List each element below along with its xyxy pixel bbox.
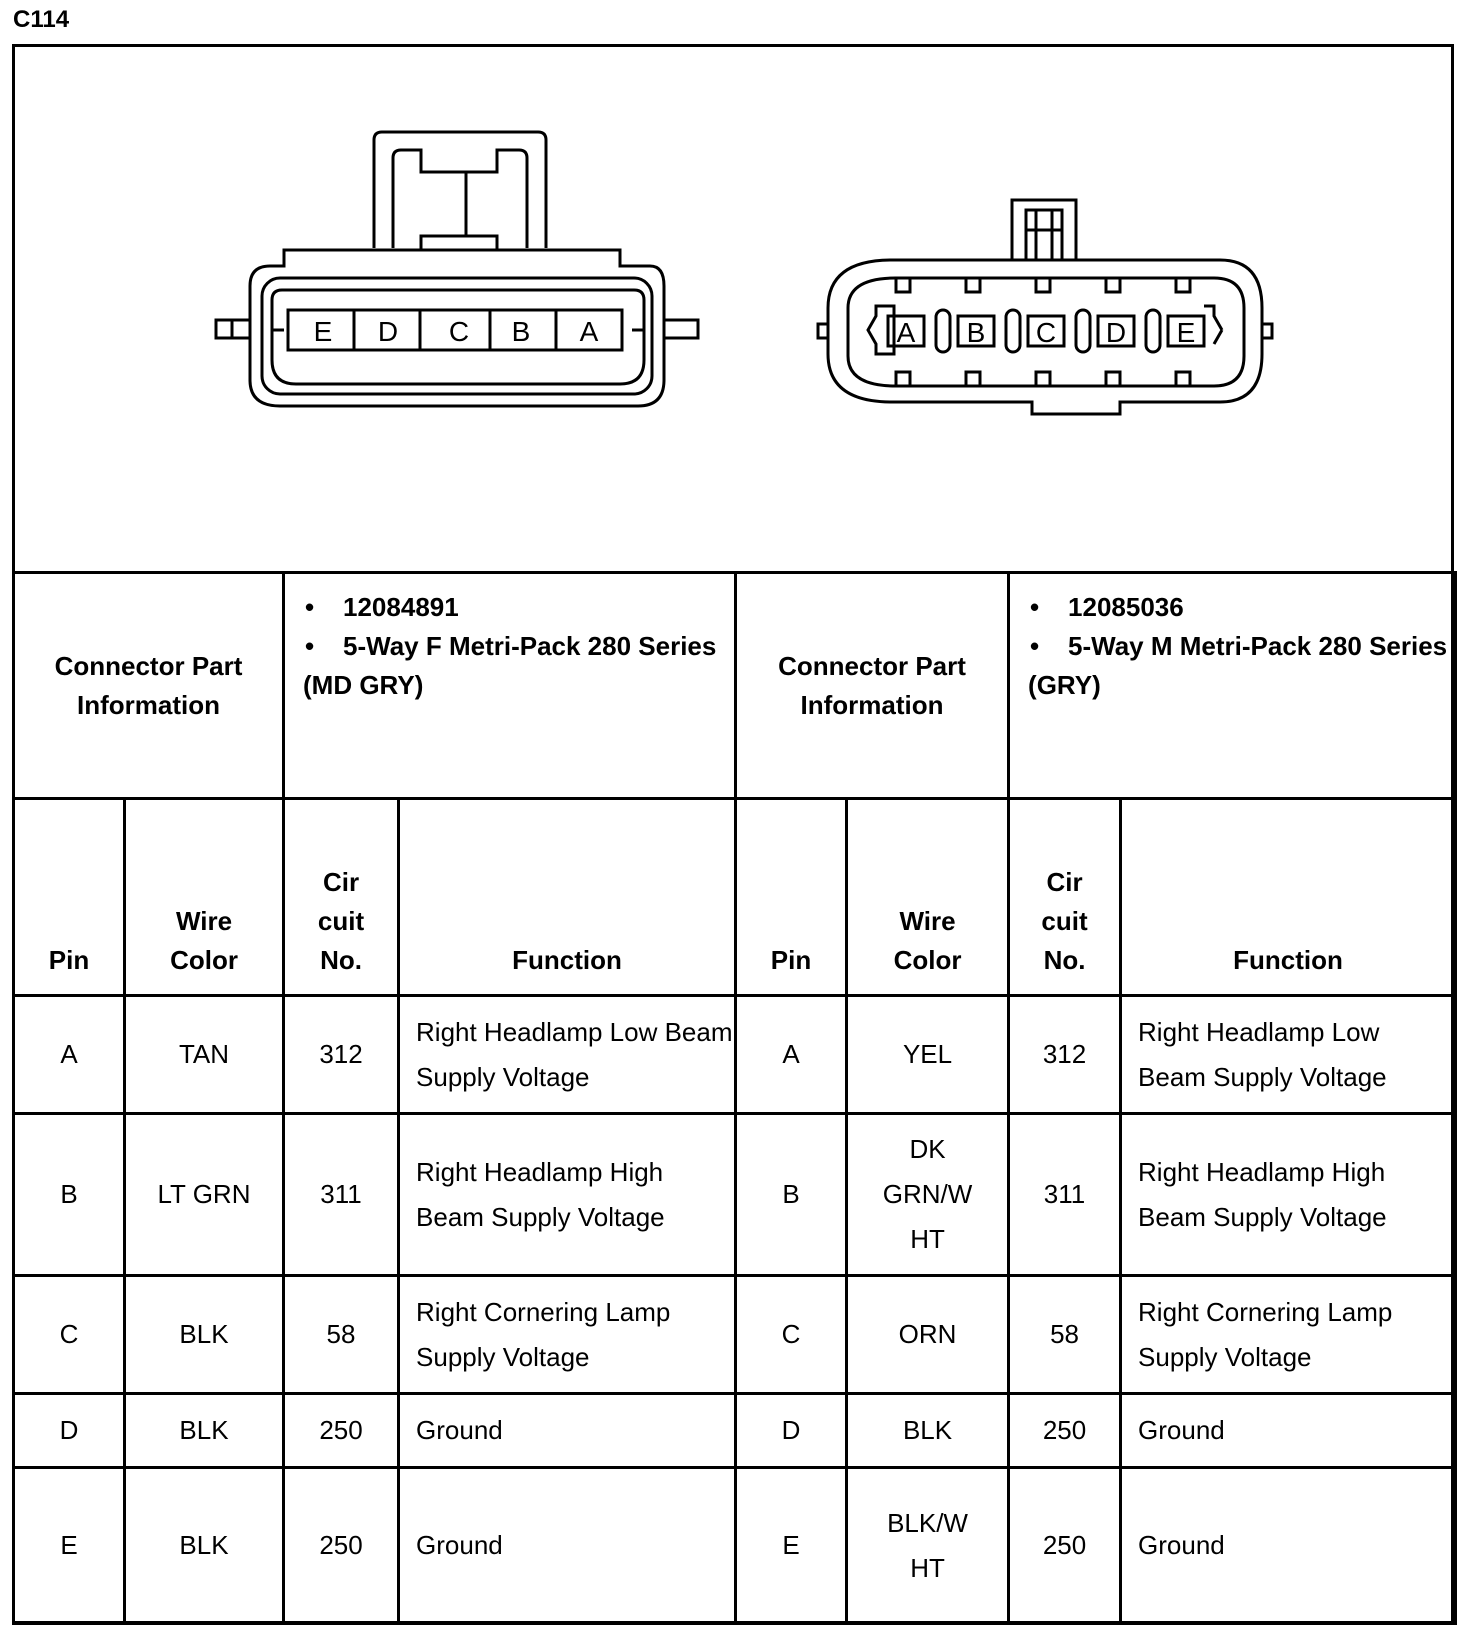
pin-cell: C <box>14 1276 125 1394</box>
connector-diagram <box>0 0 1472 570</box>
circuit-cell: 312 <box>284 996 399 1114</box>
cavity-label: E <box>313 316 333 347</box>
function-cell: Right Cornering Lamp Supply Voltage <box>399 1276 736 1394</box>
cavity-label: D <box>1105 317 1127 348</box>
circuit-cell: 311 <box>1009 1114 1121 1276</box>
wire-color-cell: BLK <box>847 1394 1009 1468</box>
function-cell: Right Cornering Lamp Supply Voltage <box>1121 1276 1456 1394</box>
pin-cell: C <box>736 1276 847 1394</box>
header-wire-color: Wire Color <box>125 799 284 996</box>
pin-cell: D <box>14 1394 125 1468</box>
header-circuit-no: Cir cuit No. <box>284 799 399 996</box>
wire-color-cell: DK GRN/W HT <box>847 1114 1009 1276</box>
pin-cell: E <box>14 1468 125 1624</box>
function-cell: Right Headlamp Low Beam Supply Voltage <box>399 996 736 1114</box>
header-wire-color: Wire Color <box>847 799 1009 996</box>
function-cell: Ground <box>1121 1468 1456 1624</box>
connector-title: C114 <box>13 6 70 33</box>
table-row <box>14 1394 1456 1468</box>
cavity-label: A <box>579 316 599 347</box>
wire-color-cell: BLK/W HT <box>847 1468 1009 1624</box>
connector-info-row <box>14 573 1456 799</box>
function-cell: Right Headlamp High Beam Supply Voltage <box>1121 1114 1456 1276</box>
pin-cell: B <box>736 1114 847 1276</box>
function-cell: Ground <box>399 1394 736 1468</box>
wire-color-cell: ORN <box>847 1276 1009 1394</box>
function-cell: Ground <box>1121 1394 1456 1468</box>
circuit-cell: 250 <box>1009 1468 1121 1624</box>
pin-cell: B <box>14 1114 125 1276</box>
circuit-cell: 250 <box>1009 1394 1121 1468</box>
function-cell: Ground <box>399 1468 736 1624</box>
table-row <box>14 996 1456 1114</box>
circuit-cell: 250 <box>284 1394 399 1468</box>
pin-cell: D <box>736 1394 847 1468</box>
part-number: 12084891 <box>343 592 459 622</box>
wire-color-cell: BLK <box>125 1468 284 1624</box>
circuit-cell: 58 <box>1009 1276 1121 1394</box>
female-connector-icon <box>216 132 698 406</box>
pin-cell: A <box>14 996 125 1114</box>
wire-color-cell: BLK <box>125 1276 284 1394</box>
pinout-table <box>12 571 1457 1625</box>
circuit-cell: 312 <box>1009 996 1121 1114</box>
cavity-label: B <box>966 317 986 348</box>
wire-color-cell: TAN <box>125 996 284 1114</box>
wire-color-cell: YEL <box>847 996 1009 1114</box>
cavity-label: A <box>896 317 916 348</box>
header-function: Function <box>1121 799 1456 996</box>
connector-part-details: • 12085036 • 5-Way M Metri-Pack 280 Series (GRY) <box>1009 573 1456 799</box>
cavity-label: B <box>511 316 531 347</box>
wire-color-cell: BLK <box>125 1394 284 1468</box>
cavity-label: E <box>1176 317 1196 348</box>
cavity-label: C <box>1035 317 1057 348</box>
part-number: 12085036 <box>1068 592 1184 622</box>
header-pin: Pin <box>736 799 847 996</box>
header-pin: Pin <box>14 799 125 996</box>
column-header-row <box>14 799 1456 996</box>
circuit-cell: 58 <box>284 1276 399 1394</box>
table-row <box>14 1276 1456 1394</box>
connector-part-info-label: Connector Part Information <box>14 573 284 799</box>
circuit-cell: 250 <box>284 1468 399 1624</box>
table-row <box>14 1468 1456 1624</box>
male-connector-icon <box>818 200 1272 414</box>
table-row <box>14 1114 1456 1276</box>
pin-cell: E <box>736 1468 847 1624</box>
function-cell: Right Headlamp Low Beam Supply Voltage <box>1121 996 1456 1114</box>
pin-cell: A <box>736 996 847 1114</box>
part-description: 5-Way M Metri-Pack 280 Series (GRY) <box>1028 631 1448 700</box>
cavity-label: C <box>448 316 470 347</box>
circuit-cell: 311 <box>284 1114 399 1276</box>
part-description: 5-Way F Metri-Pack 280 Series (MD GRY) <box>303 631 717 700</box>
header-function: Function <box>399 799 736 996</box>
wire-color-cell: LT GRN <box>125 1114 284 1276</box>
header-circuit-no: Cir cuit No. <box>1009 799 1121 996</box>
connector-part-details: • 12084891 • 5-Way F Metri-Pack 280 Series (MD GRY) <box>284 573 736 799</box>
function-cell: Right Headlamp High Beam Supply Voltage <box>399 1114 736 1276</box>
cavity-label: D <box>377 316 399 347</box>
connector-part-info-label: Connector Part Information <box>736 573 1009 799</box>
